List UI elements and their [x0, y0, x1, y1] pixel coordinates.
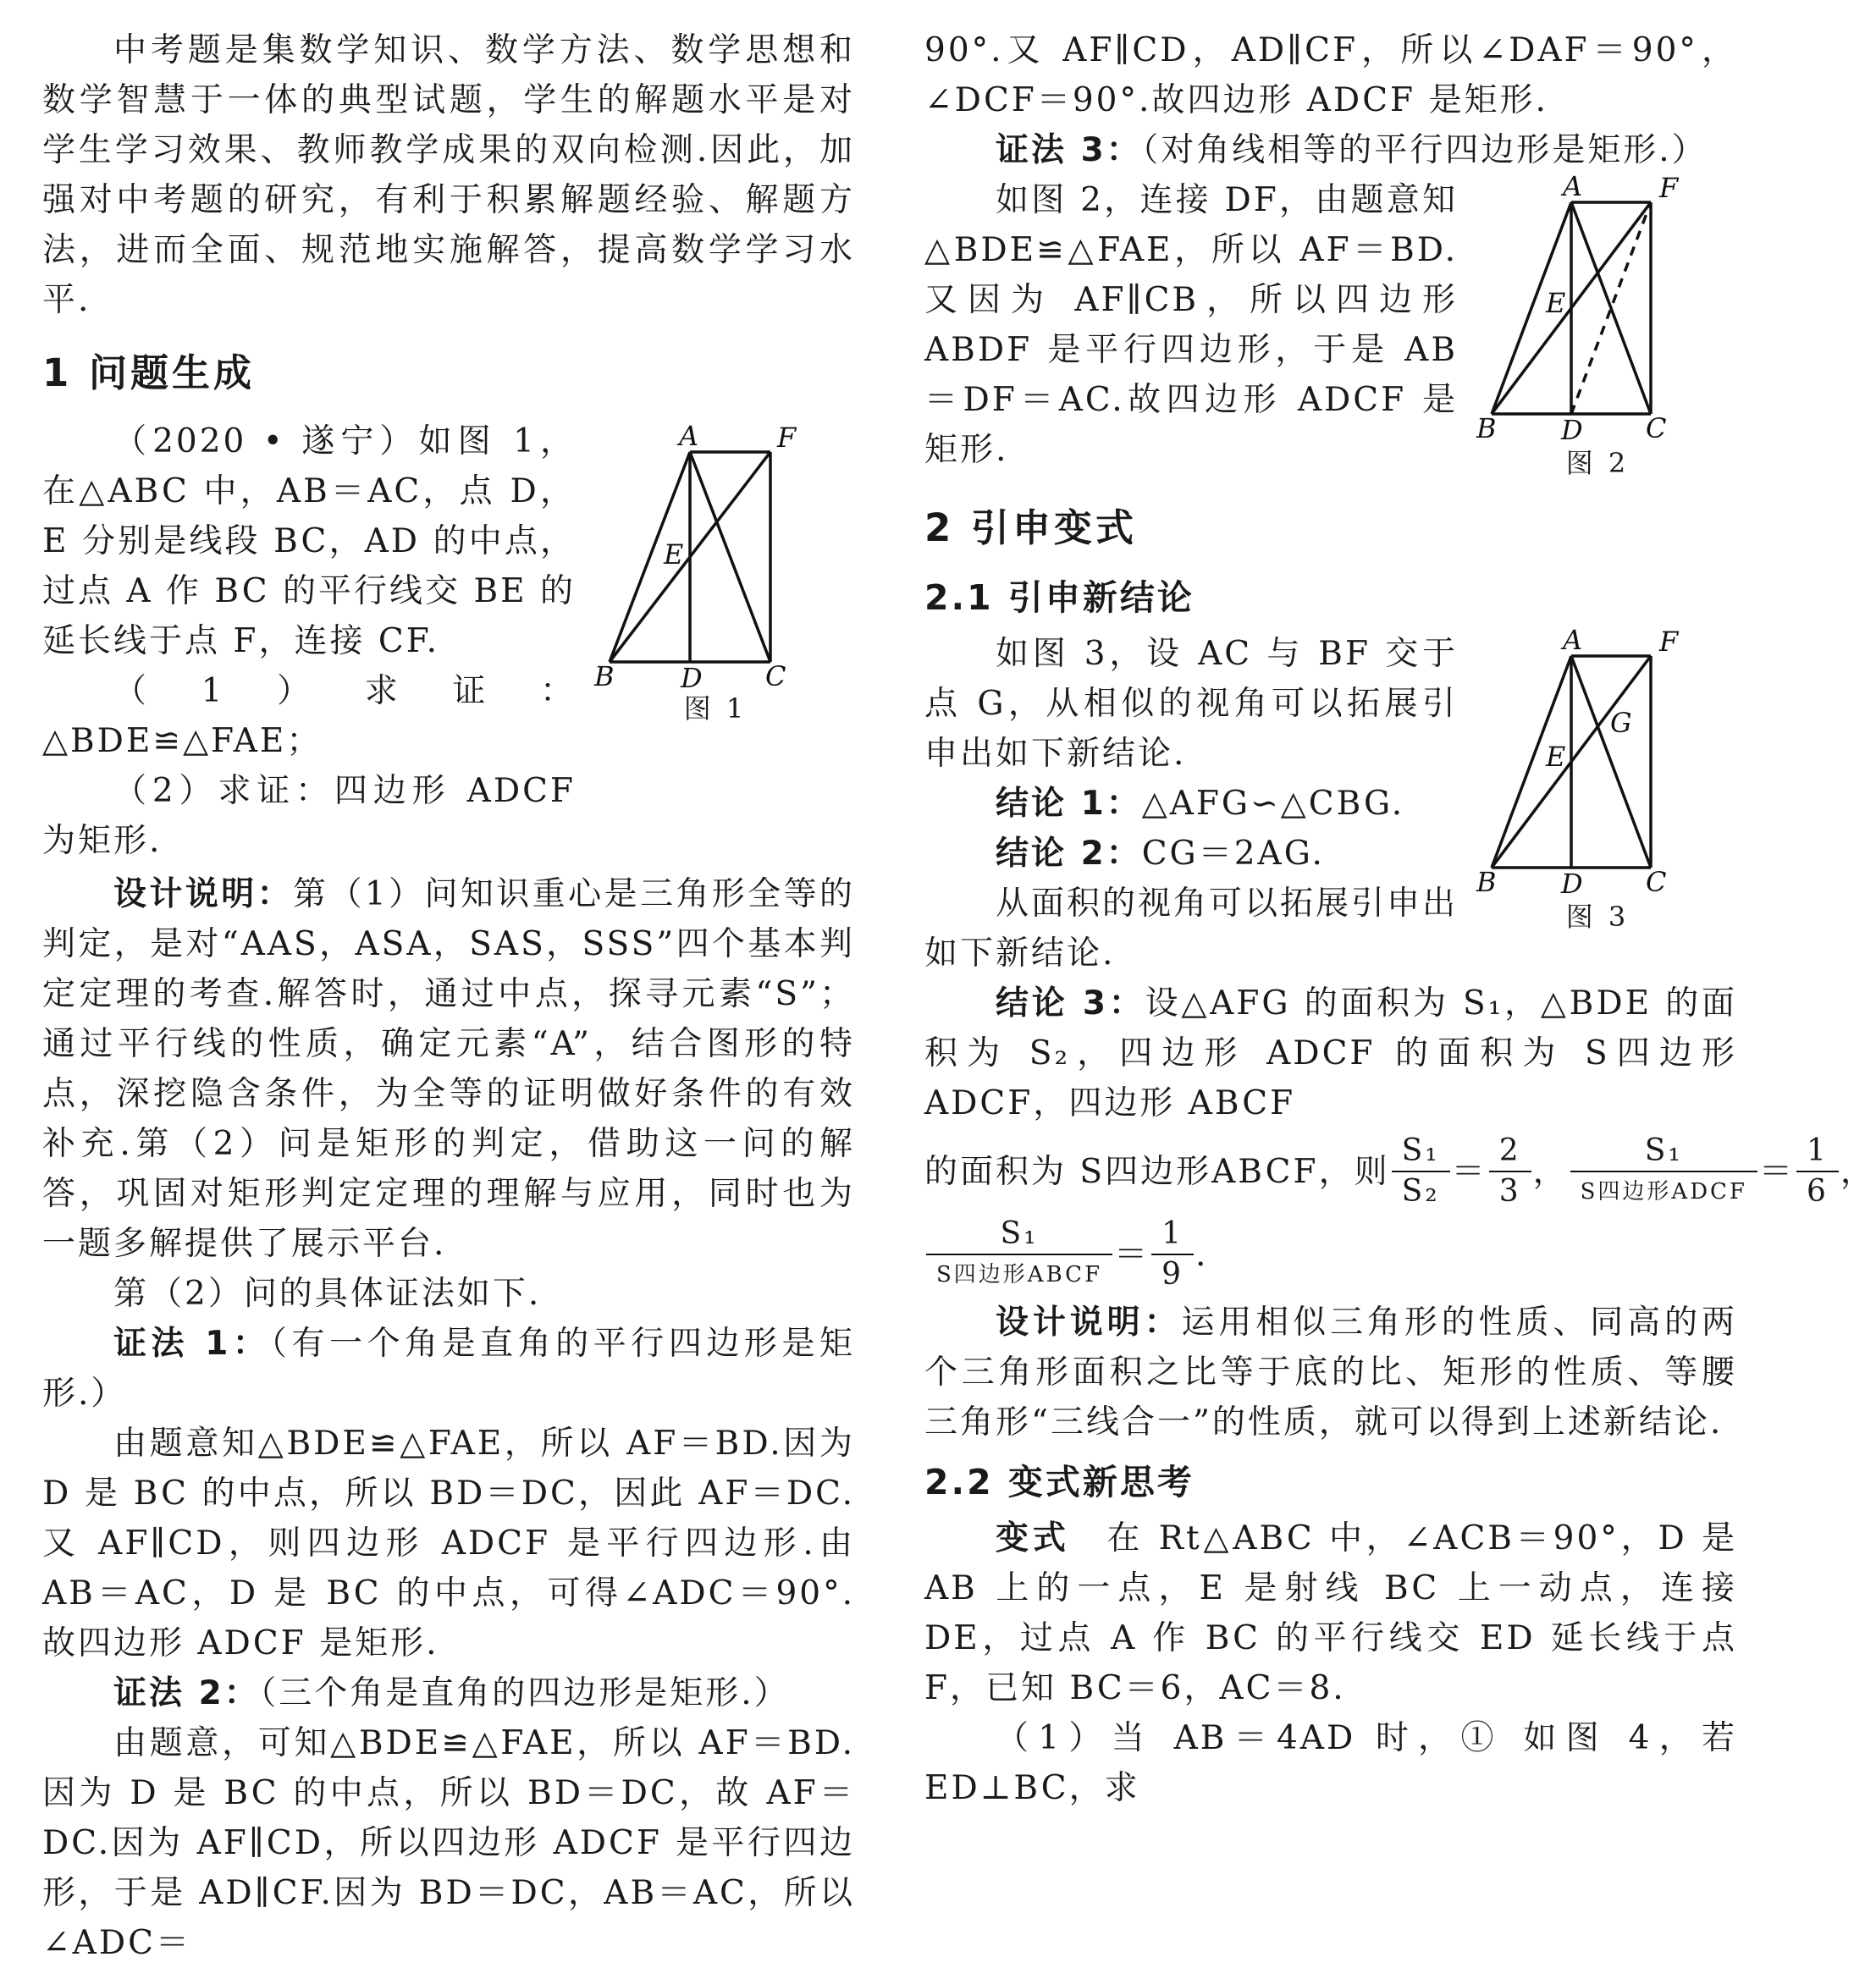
figure-1-caption: 图 1 — [683, 692, 748, 725]
left-column — [42, 25, 855, 1968]
label-d: D — [1561, 868, 1586, 900]
fraction-one-ninth — [1156, 1215, 1189, 1294]
conclusion-3-label: 结论 3： — [996, 984, 1145, 1023]
figure-1-diagram — [576, 416, 855, 692]
proof-3-block — [924, 170, 1737, 480]
fraction-one-sixth — [1802, 1132, 1834, 1211]
design-label-2: 设计说明： — [996, 1304, 1182, 1342]
label-c: C — [1646, 866, 1669, 898]
fraction-s1-abcf — [931, 1215, 1107, 1294]
conclusion-3-formula-row-1 — [924, 1132, 1876, 1211]
figure-3 — [1458, 624, 1737, 978]
proof-2-title: （三个角是直角的四边形是矩形.） — [259, 1674, 790, 1712]
frac-denominator: 9 — [1161, 1257, 1184, 1292]
conclusion-1-text: △AFG∽△CBG. — [1141, 785, 1405, 823]
frac-denominator: 6 — [1807, 1174, 1829, 1209]
question-2: （2）求证：四边形 ADCF 为矩形. — [42, 772, 576, 860]
label-e: E — [1546, 287, 1569, 319]
frac-numerator: S₁ — [1570, 1132, 1757, 1172]
figure-1-lines — [610, 452, 770, 662]
label-b: B — [594, 660, 617, 692]
frac-numerator: S₁ — [926, 1215, 1112, 1255]
proof-1-label: 证法 1： — [113, 1325, 271, 1363]
frac-denominator: S四边形ADCF — [1580, 1179, 1747, 1205]
figure-2 — [1458, 170, 1737, 480]
label-e: E — [664, 538, 687, 571]
figure-3-lines — [1492, 656, 1651, 868]
comma: ， — [1840, 1152, 1876, 1191]
section-2-2-title: 2.2 变式新思考 — [924, 1462, 1195, 1502]
frac-numerator: S₁ — [1392, 1132, 1450, 1172]
label-c: C — [765, 660, 789, 692]
frac-denominator: S四边形ABCF — [936, 1262, 1103, 1287]
proof-2-text: 由题意，可知△BDE≌△FAE，所以 AF＝BD.因为 D 是 BC 的中点，所以 BD＝DC，故 AF＝DC.因为 AF∥CD，所以四边形 ADCF 是平行四边形，于是 AD∥CF.因为 BD＝DC，AB＝AC，所以∠ADC＝ — [42, 1724, 855, 1962]
question-1: （1）求证：△BDE≌△FAE； — [42, 672, 576, 760]
proof-3-title: （对角线相等的平行四边形是矩形.） — [1141, 131, 1708, 169]
formula-prefix: 的面积为 S四边形ABCF，则 — [924, 1152, 1390, 1191]
fraction-s1-adcf — [1575, 1132, 1752, 1211]
seg-ac — [690, 452, 770, 662]
variant-problem — [924, 1513, 1737, 1713]
design-text-2: 运用相似三角形的性质、同高的两个三角形面积之比等于底的比、矩形的性质、等腰三角形“三线合一”的性质，就可以得到上述新结论. — [924, 1304, 1737, 1442]
conclusion-3-formula-row-2 — [924, 1215, 1737, 1294]
design-note-2 — [924, 1298, 1737, 1447]
problem-block — [42, 416, 855, 866]
variant-question-1: （1）当 AB＝4AD 时，① 如图 4，若 ED⊥BC，求 — [924, 1719, 1737, 1807]
label-f: F — [1659, 626, 1681, 658]
section-2-1-intro: 如图 3，设 AC 与 BF 交于点 G，从相似的视角可以拓展引申出如下新结论. — [924, 635, 1458, 773]
design-text-1: 第（1）问知识重心是三角形全等的判定，是对“AAS，ASA，SAS，SSS”四个基本判定定理的考查.解答时，通过中点，探寻元素“S”；通过平行线的性质，确定元素“A”，结合图形的特点，深挖隐含条件，为全等的证明做好条件的有效补充.第（2）问是矩形的判定，借助这一问的解答，巩固对矩形判定定理的理解与应用，同时也为一题多解提供了展示平台. — [42, 875, 855, 1263]
section-2-1-title: 2.1 引申新结论 — [924, 577, 1195, 618]
comma: ， — [1532, 1152, 1569, 1191]
figure-3-diagram — [1458, 624, 1737, 900]
label-c: C — [1646, 412, 1669, 444]
conclusion-3 — [924, 978, 1737, 1128]
proof-1-heading — [42, 1319, 855, 1419]
frac-numerator: 1 — [1796, 1132, 1839, 1172]
label-f: F — [777, 422, 799, 454]
area-intro: 从面积的视角可以拓展引申出如下新结论. — [924, 885, 1459, 973]
variant-text: 在 Rt△ABC 中，∠ACB＝90°，D 是 AB 上的一点，E 是射线 BC 上一动点，连接 DE，过点 A 作 BC 的平行线交 ED 延长线于点 F，已知 BC＝6，AC＝8. — [924, 1519, 1737, 1707]
intro-paragraph: 中考题是集数学知识、数学方法、数学思想和数学智慧于一体的典型试题，学生的解题水平是对学生学习效果、教师教学成果的双向检测.因此，加强对中考题的研究，有利于积累解题经验、解题方法，进而全面、规范地实施解答，提高数学学习水平. — [42, 31, 855, 319]
equals-sign: ＝ — [1114, 1235, 1150, 1274]
fraction-s1-s2 — [1397, 1132, 1445, 1211]
label-f: F — [1659, 172, 1681, 204]
period: . — [1195, 1235, 1209, 1274]
fraction-two-thirds — [1494, 1132, 1526, 1211]
conclusion-2 — [924, 829, 1458, 879]
label-a: A — [1563, 624, 1586, 656]
proof-2-continued: 90°.又 AF∥CD，AD∥CF，所以∠DAF＝90°，∠DCF＝90°.故四边形 ADCF 是矩形. — [924, 31, 1737, 119]
frac-denominator: S₂ — [1401, 1174, 1440, 1209]
section-2-title: 2 引申变式 — [924, 505, 1137, 550]
label-d: D — [681, 662, 705, 694]
conclusions-block — [924, 624, 1737, 978]
conclusion-3-text: 设△AFG 的面积为 S₁，△BDE 的面积为 S₂，四边形 ADCF 的面积为 S四边形ADCF，四边形 ABCF — [924, 984, 1738, 1122]
proofs-intro: 第（2）问的具体证法如下. — [113, 1275, 542, 1313]
label-d: D — [1561, 414, 1586, 446]
proof-1-title: （有一个角是直角的平行四边形是矩形.） — [42, 1325, 855, 1413]
label-e: E — [1546, 741, 1569, 773]
conclusion-2-label: 结论 2： — [996, 835, 1142, 873]
seg-ac — [1571, 656, 1651, 868]
conclusion-1 — [924, 779, 1458, 829]
equals-sign: ＝ — [1451, 1152, 1487, 1191]
label-a: A — [679, 420, 702, 452]
proof-3-heading — [924, 125, 1737, 175]
figure-2-caption: 图 2 — [1565, 447, 1630, 479]
frac-denominator: 3 — [1498, 1174, 1521, 1209]
proof-3-label: 证法 3： — [996, 131, 1142, 169]
proof-2-heading — [42, 1668, 855, 1718]
section-1-title: 1 问题生成 — [42, 350, 255, 395]
variant-label: 变式 — [996, 1519, 1070, 1557]
figure-2-lines — [1492, 202, 1651, 414]
figure-2-diagram — [1458, 170, 1737, 446]
proof-1-text: 由题意知△BDE≌△FAE，所以 AF＝BD.因为 D 是 BC 的中点，所以 BD＝DC，因此 AF＝DC.又 AF∥CD，则四边形 ADCF 是平行四边形.由 AB＝AC，D 是 BC 的中点，可得∠ADC＝90°.故四边形 ADCF 是矩形. — [42, 1425, 855, 1662]
proof-3-text: 如图 2，连接 DF，由题意知△BDE≌△FAE，所以 AF＝BD.又因为 AF∥CB，所以四边形 ABDF 是平行四边形，于是 AB＝DF＝AC.故四边形 ADCF 是矩形. — [924, 181, 1458, 469]
design-note-1 — [42, 869, 855, 1269]
label-a: A — [1563, 170, 1586, 202]
label-b: B — [1476, 412, 1499, 444]
frac-numerator: 1 — [1151, 1215, 1194, 1255]
label-g: G — [1610, 707, 1635, 739]
conclusion-1-label: 结论 1： — [996, 785, 1142, 823]
label-b: B — [1476, 866, 1499, 898]
figure-3-caption: 图 3 — [1565, 901, 1630, 933]
right-column — [924, 25, 1876, 1813]
problem-statement: （2020 • 遂宁）如图 1，在△ABC 中，AB＝AC，点 D，E 分别是线段 BC，AD 的中点，过点 A 作 BC 的平行线交 BE 的延长线于点 F，连接 CF. — [42, 422, 576, 660]
conclusion-2-text: CG＝2AG. — [1141, 835, 1325, 873]
figure-1 — [576, 416, 855, 866]
frac-numerator: 2 — [1489, 1132, 1531, 1172]
proof-2-label: 证法 2： — [113, 1674, 260, 1712]
equals-sign: ＝ — [1758, 1152, 1795, 1191]
design-label-1: 设计说明： — [113, 875, 294, 913]
